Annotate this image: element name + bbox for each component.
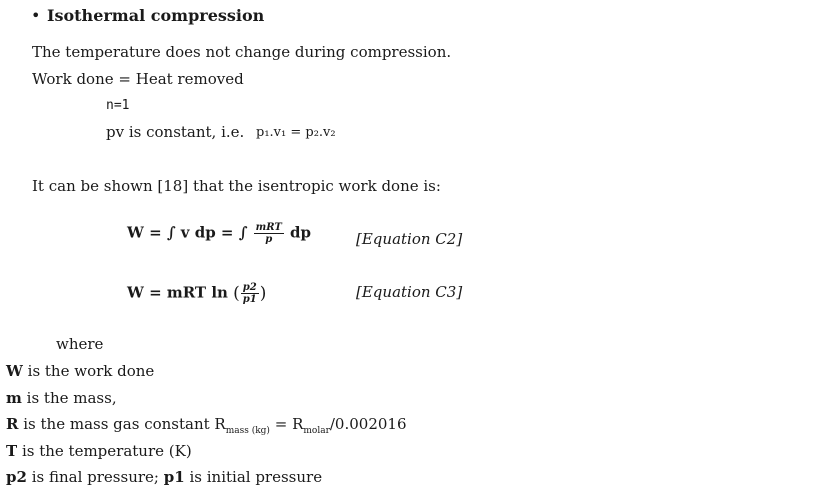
equation-c3-label: [Equation C3] <box>356 283 463 301</box>
where-label: where <box>56 335 104 353</box>
equation-c3-denominator: p1 <box>242 294 257 305</box>
r-subscript-mass: mass (kg) <box>225 426 270 436</box>
equation-c3-fraction <box>241 282 259 305</box>
open-paren: ( <box>233 283 240 304</box>
definition-w-text: is the work done <box>27 362 155 380</box>
definition-m <box>6 389 117 407</box>
pv-prefix: pv is constant, i.e. <box>106 123 245 141</box>
equation-c2-lhs: W = ∫ v dp = ∫ <box>127 223 248 242</box>
definition-pressure <box>6 468 322 486</box>
equation-c2-tail: dp <box>290 223 312 242</box>
definition-m-text: is the mass, <box>26 389 117 407</box>
temperature-line: The temperature does not change during compression. <box>32 43 452 61</box>
close-paren: ) <box>259 283 267 304</box>
equation-c2-label: [Equation C2] <box>356 230 463 248</box>
equation-c2-fraction <box>254 222 284 245</box>
definition-p2-text: is final pressure; <box>31 468 159 486</box>
equation-c2-denominator: p <box>265 234 273 245</box>
definition-r-text3: /0.002016 <box>329 415 407 433</box>
definition-r <box>6 415 407 436</box>
symbol-w: W <box>6 362 23 380</box>
definition-r-text2: = R <box>274 415 304 433</box>
definition-w <box>6 362 154 380</box>
symbol-r: R <box>6 415 19 433</box>
bullet: • <box>31 6 41 25</box>
definition-t <box>6 442 192 460</box>
equation-c2-numerator: mRT <box>255 222 282 233</box>
equation-c2 <box>127 222 311 245</box>
definition-t-text: is the temperature (K) <box>21 442 192 460</box>
definition-p1-text: is initial pressure <box>189 468 323 486</box>
n-line: n=1 <box>106 98 130 113</box>
r-subscript-molar: molar <box>303 426 330 436</box>
equation-c3-lhs: W = mRT ln <box>127 283 228 302</box>
symbol-p2: p2 <box>6 468 27 486</box>
work-line: Work done = Heat removed <box>32 70 244 88</box>
symbol-m: m <box>6 389 22 407</box>
isentropic-line: It can be shown [18] that the isentropic work done is: <box>32 177 441 195</box>
symbol-t: T <box>6 442 18 460</box>
section-heading: Isothermal compression <box>47 6 265 25</box>
symbol-p1: p1 <box>163 468 185 486</box>
definition-r-text1: is the mass gas constant R <box>23 415 226 433</box>
equation-c3-numerator: p2 <box>242 282 257 293</box>
equation-c3 <box>127 282 266 305</box>
pv-equation: p₁.v₁ = p₂.v₂ <box>256 125 336 140</box>
